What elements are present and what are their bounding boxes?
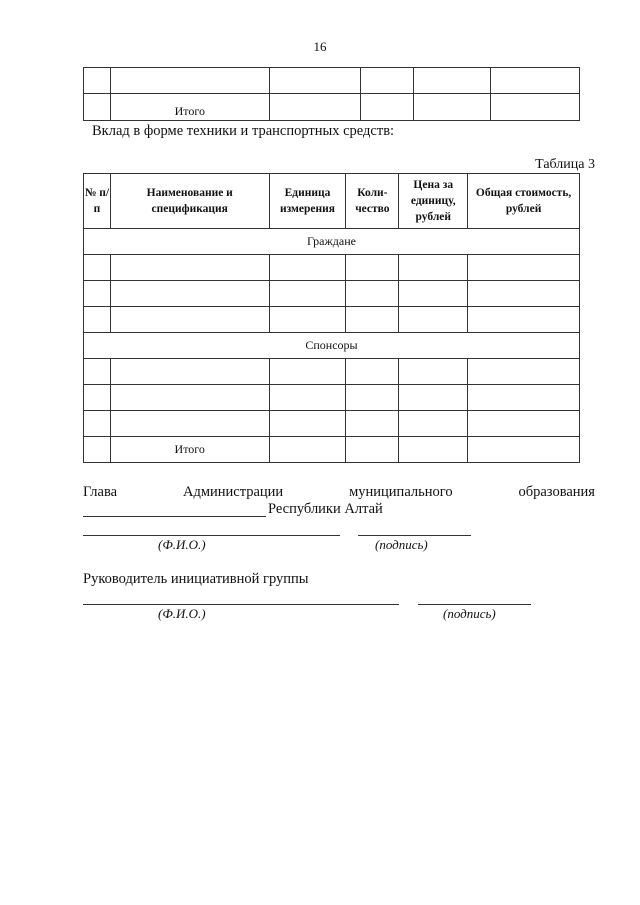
table-row [84, 307, 580, 333]
group-row [84, 333, 580, 359]
group-head-title: Руководитель инициативной группы [83, 571, 309, 587]
group-citizens: Граждане [84, 229, 580, 255]
head-title-word: Глава [83, 484, 118, 500]
cell [84, 68, 111, 94]
table-total-row [84, 437, 580, 463]
table-row [84, 68, 580, 94]
page-number: 16 [313, 39, 327, 54]
table-total-row [84, 94, 580, 121]
fio-label: (Ф.И.О.) [158, 606, 206, 621]
sign-line [358, 535, 471, 536]
total-label: Итого [110, 94, 269, 121]
sign-label: (подпись) [375, 537, 428, 552]
table-row [84, 385, 580, 411]
table-continuation [83, 67, 580, 121]
blank-line [83, 516, 266, 517]
cell [84, 94, 111, 121]
head-title-line [83, 484, 595, 501]
cell [491, 68, 580, 94]
cell [110, 68, 269, 94]
table-equipment [83, 173, 580, 463]
table-caption: Таблица 3 [535, 157, 595, 172]
fio-line [83, 535, 340, 536]
table-row [84, 411, 580, 437]
cell [414, 68, 491, 94]
head-title-word: Администрации [182, 484, 284, 500]
group-sponsors: Спонсоры [84, 333, 580, 359]
header-name: Наименование и спецификация [110, 174, 269, 229]
head-title-word: муниципального [349, 484, 453, 500]
cell [414, 94, 491, 121]
group-row [84, 229, 580, 255]
table-header-row [84, 174, 580, 229]
table-row [84, 281, 580, 307]
cell [361, 68, 414, 94]
total-label: Итого [110, 437, 269, 463]
cell [491, 94, 580, 121]
contribution-title: Вклад в форме техники и транспортных средств: [92, 123, 395, 139]
sign-label: (подпись) [443, 606, 496, 621]
header-price: Цена за единицу, рублей [399, 174, 468, 229]
cell [361, 94, 414, 121]
fio-line [83, 604, 399, 605]
header-num: № п/п [84, 174, 111, 229]
republic-label: Республики Алтай [268, 501, 383, 517]
header-unit: Единица измерения [269, 174, 346, 229]
head-title-word: образования [518, 484, 595, 500]
header-total: Общая стоимость, рублей [468, 174, 580, 229]
fio-label: (Ф.И.О.) [158, 537, 206, 552]
sign-line [418, 604, 531, 605]
cell [269, 68, 361, 94]
cell [269, 94, 361, 121]
table-row [84, 255, 580, 281]
header-qty: Коли-чество [346, 174, 399, 229]
table-row [84, 359, 580, 385]
